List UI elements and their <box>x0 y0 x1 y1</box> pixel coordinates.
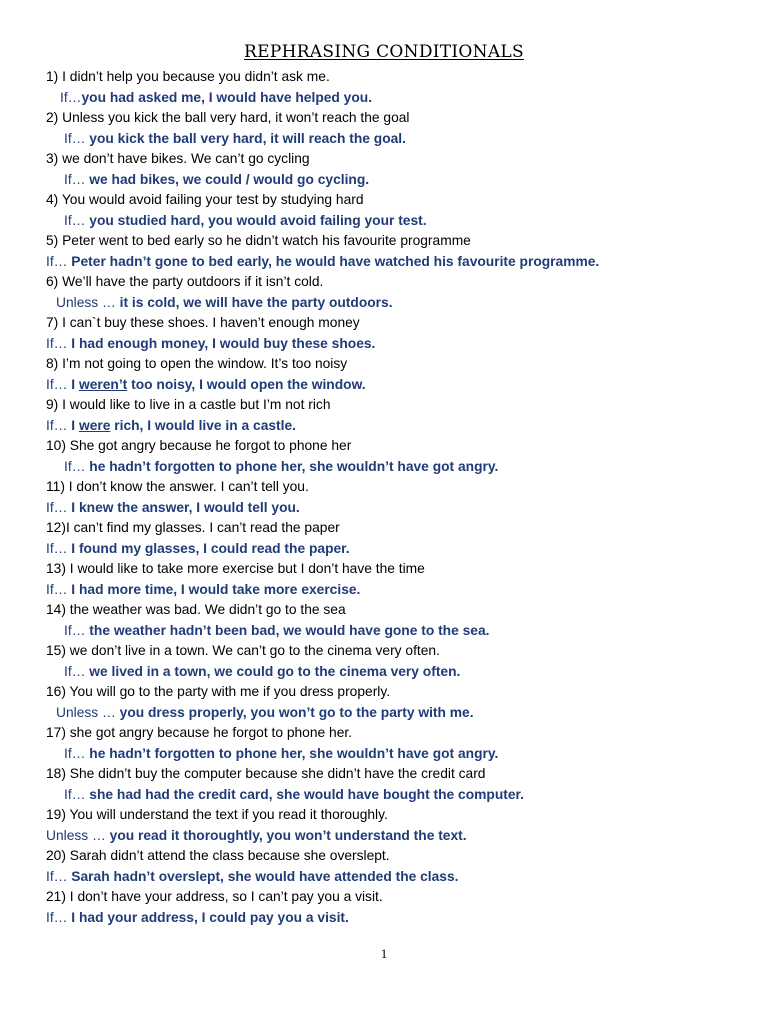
answer-text: you studied hard, you would avoid failing your test. <box>89 212 427 228</box>
exercise-answer <box>46 416 736 437</box>
answer-text: you had asked me, I would have helped you. <box>81 89 373 105</box>
exercise-question: 19) You will understand the text if you read it thoroughly. <box>46 807 388 822</box>
exercise-question: 20) Sarah didn’t attend the class because she overslept. <box>46 848 390 863</box>
answer-text: he hadn’t forgotten to phone her, she wouldn’t have got angry. <box>89 745 499 761</box>
exercise-answer <box>46 621 736 642</box>
exercise-question: 8) I’m not going to open the window. It’s too noisy <box>46 356 348 371</box>
exercise-question: 14) the weather was bad. We didn’t go to the sea <box>46 602 346 617</box>
answer-lead: If… <box>46 417 72 433</box>
answer-lead: If… <box>46 335 72 351</box>
answer-lead: If… <box>64 663 90 679</box>
exercise-question: 9) I would like to live in a castle but I’m not rich <box>46 397 331 412</box>
underlined-word: weren’t <box>78 376 128 392</box>
answer-text: I had your address, I could pay you a visit. <box>71 909 349 925</box>
answer-text <box>71 377 365 392</box>
exercise-question: 15) we don’t live in a town. We can’t go to the cinema very often. <box>46 643 440 658</box>
answer-lead: If… <box>46 499 72 515</box>
exercise-answer <box>46 211 736 232</box>
answer-text: I had more time, I would take more exercise. <box>71 581 361 597</box>
exercise-question: 4) You would avoid failing your test by studying hard <box>46 192 364 207</box>
exercise-question: 5) Peter went to bed early so he didn’t watch his favourite programme <box>46 233 471 248</box>
answer-fragment: too noisy, I would open the window. <box>127 376 366 392</box>
answer-text <box>71 418 296 433</box>
answer-lead: If… <box>60 89 82 105</box>
underlined-word: were <box>78 417 111 433</box>
answer-lead: If… <box>46 253 72 269</box>
answer-text: it is cold, we will have the party outdoors. <box>119 294 393 310</box>
answer-lead: Unless … <box>56 704 120 720</box>
page-number: 1 <box>380 946 388 961</box>
exercise-question: 7) I can`t buy these shoes. I haven’t enough money <box>46 315 360 330</box>
exercise-answer <box>46 867 736 888</box>
answer-fragment: I <box>71 376 79 392</box>
exercise-question: 21) I don’t have your address, so I can’t pay you a visit. <box>46 889 383 904</box>
answer-text: you kick the ball very hard, it will reach the goal. <box>89 130 406 146</box>
exercise-answer <box>46 457 736 478</box>
answer-lead: If… <box>46 868 72 884</box>
answer-text: I knew the answer, I would tell you. <box>71 499 300 515</box>
answer-text: Peter hadn’t gone to bed early, he would have watched his favourite programme. <box>71 253 600 269</box>
answer-lead: If… <box>64 130 90 146</box>
exercise-question: 12)I can’t find my glasses. I can’t read the paper <box>46 520 340 535</box>
answer-lead: If… <box>46 909 72 925</box>
answer-lead: If… <box>46 581 72 597</box>
exercise-question: 16) You will go to the party with me if you dress properly. <box>46 684 391 699</box>
exercise-answer <box>46 703 736 724</box>
exercise-answer <box>46 129 736 150</box>
answer-lead: If… <box>64 745 90 761</box>
answer-text: we lived in a town, we could go to the cinema very often. <box>89 663 461 679</box>
answer-text: I had enough money, I would buy these shoes. <box>71 335 376 351</box>
answer-lead: If… <box>64 622 90 638</box>
exercise-answer <box>46 539 736 560</box>
exercise-answer <box>46 88 736 109</box>
exercise-answer <box>46 580 736 601</box>
exercise-question: 1) I didn’t help you because you didn’t ask me. <box>46 69 330 84</box>
answer-lead: If… <box>64 786 90 802</box>
exercise-answer <box>46 170 736 191</box>
exercise-answer <box>46 662 736 683</box>
exercise-question: 18) She didn’t buy the computer because she didn’t have the credit card <box>46 766 486 781</box>
exercise-answer <box>46 744 736 765</box>
answer-text: you read it thoroughtly, you won’t understand the text. <box>109 827 467 843</box>
exercise-answer <box>46 375 736 396</box>
exercise-answer <box>46 826 736 847</box>
exercise-answer <box>46 908 736 929</box>
answer-text: we had bikes, we could / would go cycling. <box>89 171 370 187</box>
answer-lead: Unless … <box>46 827 110 843</box>
exercise-question: 3) we don’t have bikes. We can’t go cycling <box>46 151 310 166</box>
answer-lead: If… <box>64 171 90 187</box>
exercise-list <box>46 67 736 928</box>
page-title: REPHRASING CONDITIONALS <box>244 42 524 62</box>
answer-lead: If… <box>64 212 90 228</box>
exercise-question: 2) Unless you kick the ball very hard, it won’t reach the goal <box>46 110 410 125</box>
exercise-question: 13) I would like to take more exercise but I don’t have the time <box>46 561 425 576</box>
answer-lead: If… <box>64 458 90 474</box>
answer-lead: If… <box>46 376 72 392</box>
exercise-answer <box>46 498 736 519</box>
answer-fragment: I <box>71 417 79 433</box>
answer-text: the weather hadn’t been bad, we would have gone to the sea. <box>89 622 490 638</box>
exercise-answer <box>46 252 736 273</box>
exercise-answer <box>46 293 736 314</box>
answer-text: she had had the credit card, she would have bought the computer. <box>89 786 524 802</box>
exercise-question: 11) I don’t know the answer. I can’t tell you. <box>46 479 309 494</box>
answer-lead: If… <box>46 540 72 556</box>
answer-lead: Unless … <box>56 294 120 310</box>
exercise-answer <box>46 785 736 806</box>
answer-text: Sarah hadn’t overslept, she would have attended the class. <box>71 868 459 884</box>
answer-text: you dress properly, you won’t go to the party with me. <box>119 704 474 720</box>
exercise-question: 17) she got angry because he forgot to phone her. <box>46 725 353 740</box>
exercise-answer <box>46 334 736 355</box>
answer-text: I found my glasses, I could read the paper. <box>71 540 350 556</box>
answer-text: he hadn’t forgotten to phone her, she wouldn’t have got angry. <box>89 458 499 474</box>
answer-fragment: rich, I would live in a castle. <box>110 417 296 433</box>
exercise-question: 6) We’ll have the party outdoors if it isn’t cold. <box>46 274 324 289</box>
exercise-question: 10) She got angry because he forgot to phone her <box>46 438 352 453</box>
